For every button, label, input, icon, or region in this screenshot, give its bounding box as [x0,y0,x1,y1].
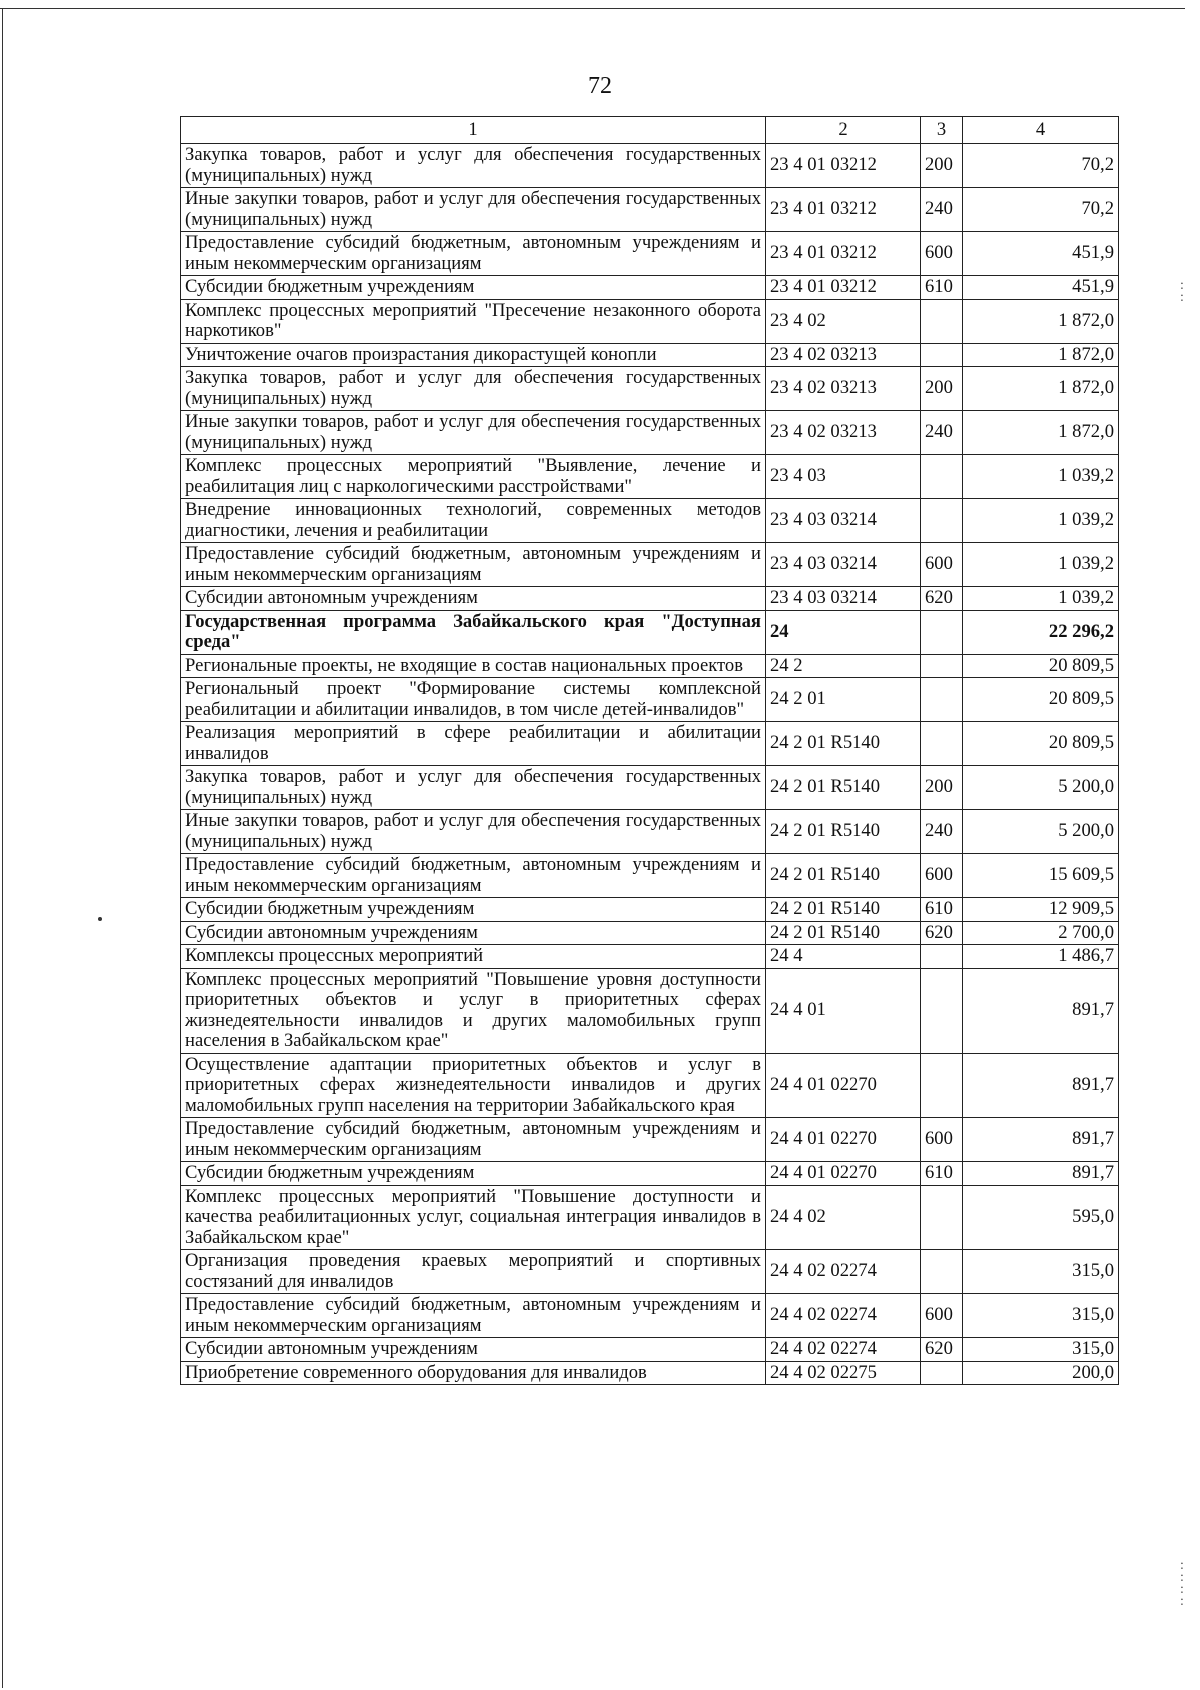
row-code-cell: 24 4 01 02270 [766,1118,921,1162]
row-amount-cell: 1 486,7 [963,945,1119,969]
row-name-cell: Предоставление субсидий бюджетным, автономным учреждениям и иным некоммерческим организациям [181,1294,766,1338]
row-name-cell: Организация проведения краевых мероприятий и спортивных состязаний для инвалидов [181,1250,766,1294]
scan-dots-right-top: : : [1180,278,1184,305]
row-name-cell: Субсидии бюджетным учреждениям [181,1162,766,1186]
table-row [181,1118,1119,1162]
row-code-cell: 23 4 03 03214 [766,587,921,611]
row-code-cell: 23 4 02 03213 [766,343,921,367]
row-type-cell [921,654,963,678]
row-type-cell [921,1250,963,1294]
row-type-cell: 240 [921,411,963,455]
row-amount-cell: 315,0 [963,1250,1119,1294]
row-type-cell [921,678,963,722]
row-code-cell: 24 4 02 02275 [766,1361,921,1385]
row-amount-cell: 1 039,2 [963,499,1119,543]
row-amount-cell: 15 609,5 [963,854,1119,898]
row-code-cell: 24 4 [766,945,921,969]
row-code-cell: 23 4 01 03212 [766,276,921,300]
row-type-cell: 610 [921,898,963,922]
row-amount-cell: 1 872,0 [963,367,1119,411]
header-col-4: 4 [963,117,1119,144]
row-amount-cell: 70,2 [963,144,1119,188]
row-name-cell: Региональные проекты, не входящие в состав национальных проектов [181,654,766,678]
row-name-cell: Предоставление субсидий бюджетным, автономным учреждениям и иным некоммерческим организациям [181,232,766,276]
row-amount-cell: 451,9 [963,232,1119,276]
table-row [181,276,1119,300]
table-row [181,854,1119,898]
budget-table [180,116,1119,1385]
table-row [181,945,1119,969]
row-code-cell: 24 2 01 R5140 [766,766,921,810]
row-name-cell: Предоставление субсидий бюджетным, автономным учреждениям и иным некоммерческим организациям [181,854,766,898]
row-amount-cell: 315,0 [963,1338,1119,1362]
header-row [181,117,1119,144]
table-row [181,232,1119,276]
row-type-cell [921,1361,963,1385]
table-row [181,299,1119,343]
table-row [181,610,1119,654]
row-name-cell: Субсидии автономным учреждениям [181,921,766,945]
row-type-cell: 600 [921,543,963,587]
row-type-cell [921,968,963,1053]
row-amount-cell: 70,2 [963,188,1119,232]
row-name-cell: Закупка товаров, работ и услуг для обеспечения государственных (муниципальных) нужд [181,144,766,188]
row-type-cell [921,499,963,543]
table-row [181,343,1119,367]
table-row [181,455,1119,499]
row-code-cell: 24 4 01 02270 [766,1053,921,1118]
row-amount-cell: 20 809,5 [963,654,1119,678]
header-col-3: 3 [921,117,963,144]
row-code-cell: 24 4 02 [766,1185,921,1250]
row-code-cell: 24 4 02 02274 [766,1338,921,1362]
row-name-cell: Комплексы процессных мероприятий [181,945,766,969]
table-row [181,968,1119,1053]
row-code-cell: 24 2 01 R5140 [766,921,921,945]
row-code-cell: 24 2 01 [766,678,921,722]
header-col-1: 1 [181,117,766,144]
page-number: 72 [588,73,612,99]
table-row [181,587,1119,611]
table-row [181,367,1119,411]
row-code-cell: 24 2 [766,654,921,678]
header-col-2: 2 [766,117,921,144]
table-row [181,766,1119,810]
row-type-cell: 240 [921,810,963,854]
row-code-cell: 23 4 01 03212 [766,232,921,276]
row-amount-cell: 1 039,2 [963,587,1119,611]
row-name-cell: Реализация мероприятий в сфере реабилитации и абилитации инвалидов [181,722,766,766]
scan-dots-right-bottom: : : : : [1180,1558,1184,1609]
row-code-cell: 23 4 03 [766,455,921,499]
row-type-cell: 240 [921,188,963,232]
row-code-cell: 24 2 01 R5140 [766,810,921,854]
row-name-cell: Субсидии автономным учреждениям [181,1338,766,1362]
table-row [181,898,1119,922]
row-amount-cell: 315,0 [963,1294,1119,1338]
row-type-cell: 600 [921,854,963,898]
row-code-cell: 23 4 03 03214 [766,543,921,587]
row-amount-cell: 891,7 [963,1053,1119,1118]
row-name-cell: Комплекс процессных мероприятий "Повышение уровня доступности приоритетных объектов и услуг в приоритетных сферах жизнедеятельности инвалидов и других маломобильных групп населения в Забайкальском крае" [181,968,766,1053]
row-amount-cell: 1 039,2 [963,543,1119,587]
row-type-cell: 600 [921,232,963,276]
row-name-cell: Комплекс процессных мероприятий "Пресечение незаконного оборота наркотиков" [181,299,766,343]
row-code-cell: 23 4 01 03212 [766,188,921,232]
row-type-cell: 620 [921,921,963,945]
row-type-cell: 600 [921,1118,963,1162]
row-name-cell: Субсидии автономным учреждениям [181,587,766,611]
table-row [181,678,1119,722]
row-name-cell: Иные закупки товаров, работ и услуг для обеспечения государственных (муниципальных) нужд [181,411,766,455]
row-name-cell: Региональный проект "Формирование системы комплексной реабилитации и абилитации инвалидов, в том числе детей-инвалидов" [181,678,766,722]
row-code-cell: 23 4 02 03213 [766,411,921,455]
table-row [181,1162,1119,1186]
table-row [181,543,1119,587]
row-code-cell: 24 4 02 02274 [766,1294,921,1338]
row-code-cell: 24 4 01 [766,968,921,1053]
row-type-cell [921,1185,963,1250]
row-amount-cell: 1 039,2 [963,455,1119,499]
row-type-cell [921,945,963,969]
row-type-cell [921,1053,963,1118]
row-type-cell [921,343,963,367]
row-amount-cell: 891,7 [963,1118,1119,1162]
row-type-cell: 600 [921,1294,963,1338]
row-name-cell: Комплекс процессных мероприятий "Повышение доступности и качества реабилитационных услуг, социальная интеграция инвалидов в Забайкальском крае" [181,1185,766,1250]
row-name-cell: Субсидии бюджетным учреждениям [181,276,766,300]
row-type-cell [921,610,963,654]
row-type-cell [921,722,963,766]
page-frame-left-line [2,8,3,1688]
row-amount-cell: 20 809,5 [963,722,1119,766]
row-name-cell: Внедрение инновационных технологий, современных методов диагностики, лечения и реабилитации [181,499,766,543]
row-amount-cell: 5 200,0 [963,810,1119,854]
row-name-cell: Закупка товаров, работ и услуг для обеспечения государственных (муниципальных) нужд [181,766,766,810]
row-type-cell [921,455,963,499]
row-amount-cell: 1 872,0 [963,343,1119,367]
row-type-cell: 200 [921,144,963,188]
table-row [181,722,1119,766]
row-amount-cell: 5 200,0 [963,766,1119,810]
row-amount-cell: 891,7 [963,1162,1119,1186]
table-body [181,144,1119,1385]
row-code-cell: 23 4 01 03212 [766,144,921,188]
table-row [181,411,1119,455]
row-amount-cell: 595,0 [963,1185,1119,1250]
table-row [181,654,1119,678]
row-amount-cell: 891,7 [963,968,1119,1053]
row-code-cell: 24 2 01 R5140 [766,722,921,766]
table-row [181,499,1119,543]
row-type-cell: 620 [921,1338,963,1362]
table-row [181,188,1119,232]
row-name-cell: Предоставление субсидий бюджетным, автономным учреждениям и иным некоммерческим организациям [181,543,766,587]
row-name-cell: Закупка товаров, работ и услуг для обеспечения государственных (муниципальных) нужд [181,367,766,411]
row-code-cell: 24 4 02 02274 [766,1250,921,1294]
row-type-cell: 610 [921,276,963,300]
row-name-cell: Предоставление субсидий бюджетным, автономным учреждениям и иным некоммерческим организациям [181,1118,766,1162]
row-code-cell: 24 2 01 R5140 [766,854,921,898]
table-row [181,1338,1119,1362]
row-name-cell: Комплекс процессных мероприятий "Выявление, лечение и реабилитация лиц с наркологическими расстройствами" [181,455,766,499]
row-amount-cell: 12 909,5 [963,898,1119,922]
row-type-cell: 200 [921,766,963,810]
table-row [181,1185,1119,1250]
row-type-cell [921,299,963,343]
table-row [181,810,1119,854]
page-frame-top-line [0,8,1185,9]
row-code-cell: 24 [766,610,921,654]
row-amount-cell: 2 700,0 [963,921,1119,945]
row-type-cell: 620 [921,587,963,611]
row-name-cell: Иные закупки товаров, работ и услуг для обеспечения государственных (муниципальных) нужд [181,810,766,854]
row-amount-cell: 22 296,2 [963,610,1119,654]
table-row [181,921,1119,945]
table-row [181,1053,1119,1118]
row-code-cell: 23 4 03 03214 [766,499,921,543]
row-amount-cell: 20 809,5 [963,678,1119,722]
table-row [181,1250,1119,1294]
row-amount-cell: 451,9 [963,276,1119,300]
row-name-cell: Осуществление адаптации приоритетных объектов и услуг в приоритетных сферах жизнедеятельности инвалидов и других маломобильных групп населения на территории Забайкальского края [181,1053,766,1118]
row-type-cell: 610 [921,1162,963,1186]
row-type-cell: 200 [921,367,963,411]
table-row [181,1361,1119,1385]
row-name-cell: Субсидии бюджетным учреждениям [181,898,766,922]
row-name-cell: Иные закупки товаров, работ и услуг для обеспечения государственных (муниципальных) нужд [181,188,766,232]
scan-speck [98,917,102,921]
row-name-cell: Приобретение современного оборудования для инвалидов [181,1361,766,1385]
row-name-cell: Уничтожение очагов произрастания дикорастущей конопли [181,343,766,367]
row-name-cell: Государственная программа Забайкальского края "Доступная среда" [181,610,766,654]
table-row [181,144,1119,188]
row-code-cell: 24 2 01 R5140 [766,898,921,922]
row-code-cell: 24 4 01 02270 [766,1162,921,1186]
row-amount-cell: 1 872,0 [963,299,1119,343]
row-amount-cell: 1 872,0 [963,411,1119,455]
row-code-cell: 23 4 02 03213 [766,367,921,411]
row-amount-cell: 200,0 [963,1361,1119,1385]
table-row [181,1294,1119,1338]
row-code-cell: 23 4 02 [766,299,921,343]
